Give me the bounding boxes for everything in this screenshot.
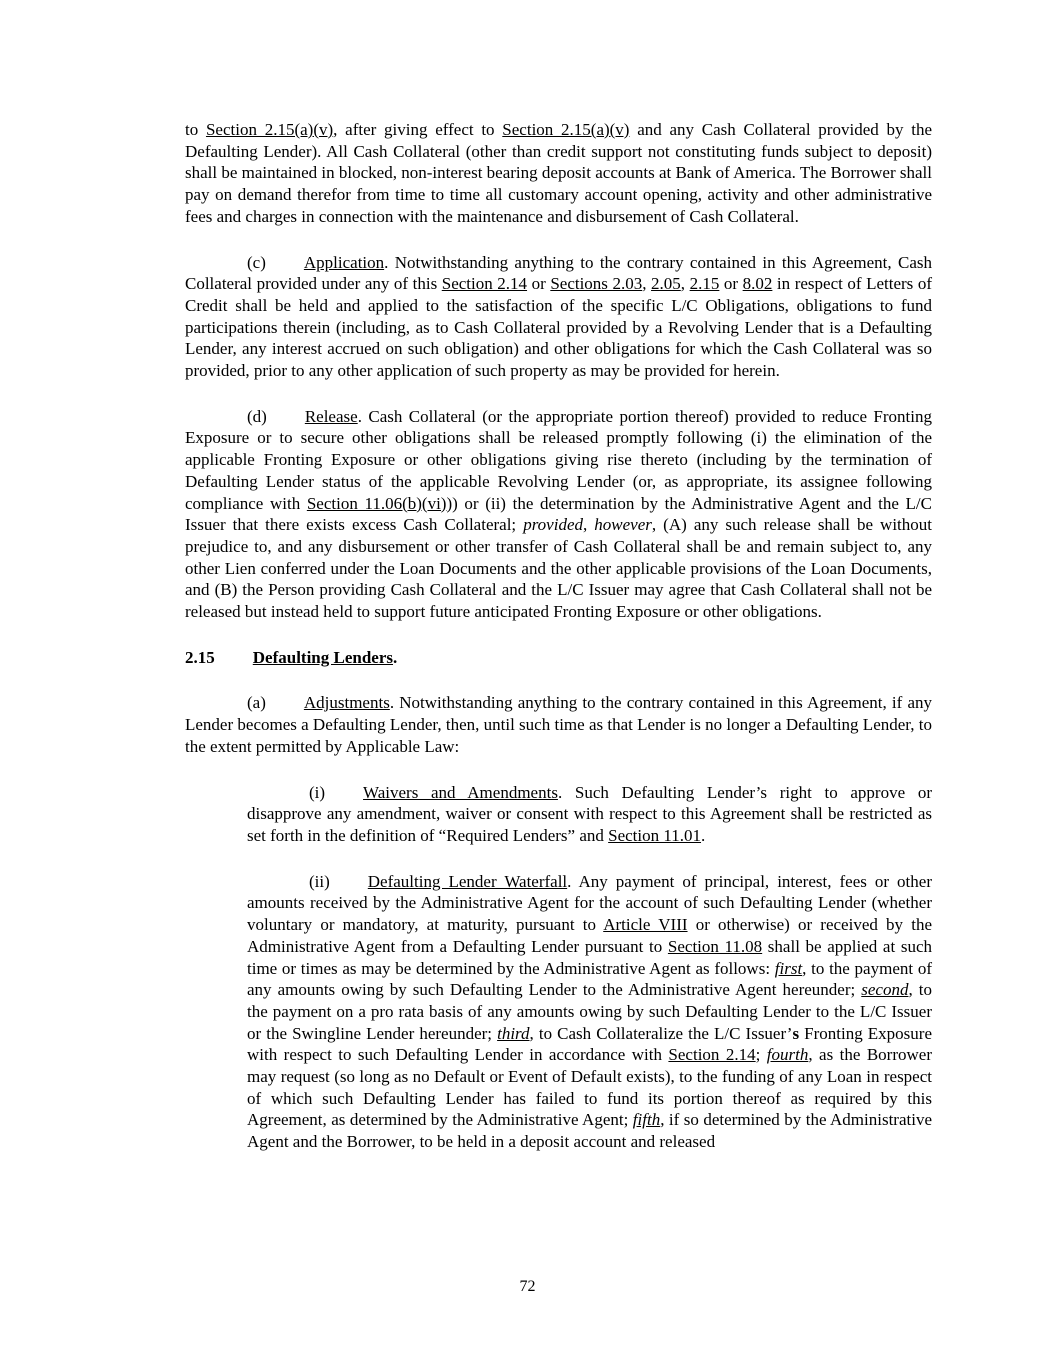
text-run: )) or (ii) the determination by the Administrative Agent and the L/C Issuer that there exists excess Cash Collateral; [185, 493, 932, 535]
text-run: , [583, 515, 595, 535]
text-run: , to the payment on a pro rata basis of any amounts owing by such Defaulting Lender to the L/C Issuer or the Swingline Lender hereunder; [247, 980, 932, 1043]
text-run: . Such Defaulting Lender’s right to approve or disapprove any amendment, waiver or consent with respect to this Agreement shall be restricted as set forth in the definition of “Required Lenders” and [247, 782, 932, 845]
styled-text-run: however [594, 515, 652, 535]
styled-text-run: 2.15 [689, 274, 720, 294]
text-run: . Notwithstanding anything to the contrary contained in this Agreement, if any Lender becomes a Defaulting Lender, then, until such time as that Lender is no longer a Defaulting Lender, to the extent permitted by Applicable Law: [185, 693, 932, 756]
text-run: or [527, 274, 551, 294]
styled-text-run: Defaulting Lender Waterfall [367, 871, 568, 891]
text-run: . [701, 825, 706, 845]
styled-text-run: Section 2.15(a)(v) [205, 120, 334, 139]
styled-text-run: 2.05 [651, 274, 681, 294]
styled-text-run: Section 11.06(b)(vi) [306, 493, 447, 513]
continuation-paragraph [185, 119, 932, 228]
text-run: Fronting Exposure with respect to such Defaulting Lender in accordance with [247, 1023, 932, 1065]
styled-text-run: Defaulting Lenders [252, 647, 393, 667]
text-run: , after giving effect to [333, 120, 503, 139]
text-run: (c) [247, 252, 266, 272]
styled-text-run: Section 2.14 [668, 1045, 756, 1065]
text-run: , [642, 274, 652, 294]
text-run: , if so determined by the Administrative Agent and the Borrower, to be held in a deposit account and released [247, 1110, 933, 1152]
paragraph-c-application [185, 252, 932, 382]
section-heading-2-15 [185, 647, 932, 669]
styled-text-run: fifth [632, 1110, 661, 1130]
styled-text-run: Section 2.14 [441, 274, 528, 294]
styled-text-run: third [497, 1023, 530, 1043]
styled-text-run: Application [303, 252, 385, 272]
subparagraph-i-waivers-and-amendments [247, 782, 932, 847]
text-run: , [680, 274, 690, 294]
text-run: shall be applied at such time or times as may be determined by the Administrative Agent as follows: [247, 936, 932, 978]
paragraph-a-adjustments [185, 692, 932, 757]
text-run: or otherwise) or received by the Administrative Agent from a Defaulting Lender pursuant to [247, 915, 932, 956]
text-run: , as the Borrower may request (so long as no Default or Event of Default exists), to the funding of any Loan in respect of which such Defaulting Lender has failed to fund its portion thereof as required by this Agreement, as determined by the Administrative Agent; [247, 1045, 932, 1130]
text-run: , to the payment of any amounts owing by such Defaulting Lender to the Administrative Agent hereunder; [247, 958, 932, 1000]
styled-text-run: Release [304, 406, 358, 426]
text-run: and any Cash Collateral provided by the Defaulting Lender). All Cash Collateral (other than credit support not constituting funds subject to deposit) shall be maintained in blocked, non-interest bearing deposit accounts at Bank of America. The Borrower shall pay on demand therefor from time to time all customary account opening, activity and other administrative fees and charges in connection with the maintenance and disbursement of Cash Collateral. [185, 120, 932, 226]
text-run: . Notwithstanding anything to the contrary contained in this Agreement, Cash Collateral provided under any of this [185, 252, 932, 294]
paragraph-d-release [185, 406, 932, 623]
text-run: (i) [309, 782, 326, 802]
page-number: 72 [519, 1278, 536, 1295]
styled-text-run: Article VIII [603, 915, 688, 935]
styled-text-run: provided [523, 515, 583, 535]
styled-text-run: 8.02 [742, 274, 773, 294]
styled-text-run: . [393, 647, 398, 667]
styled-text-run: 2.15 [185, 647, 215, 667]
text-run: or [719, 274, 743, 294]
subparagraph-ii-defaulting-lender-waterfall [247, 871, 932, 1153]
styled-text-run: Section 11.01 [608, 825, 702, 845]
styled-text-run: first [774, 958, 803, 978]
document-body [185, 119, 932, 1153]
text-run: (a) [247, 693, 266, 713]
styled-text-run: fourth [766, 1045, 809, 1065]
text-run: to [185, 120, 206, 139]
text-run: , (A) any such release shall be without prejudice to, and any disbursement or other transfer of Cash Collateral shall be and remain subject to, any other Lien conferred under the Loan Documents and the other applicable provisions of the Loan Documents, and (B) the Person providing Cash Collateral and the L/C Issuer may agree that Cash Collateral shall not be released but instead held to support future anticipated Fronting Exposure or other obligations. [185, 515, 932, 622]
styled-text-run: Adjustments [303, 693, 390, 713]
styled-text-run: Sections 2.03 [550, 274, 643, 294]
text-run: , to Cash Collateralize the L/C Issuer’ [529, 1023, 793, 1043]
styled-text-run: Section 2.15(a)(v) [502, 120, 630, 139]
text-run: . Any payment of principal, interest, fees or other amounts received by the Administrative Agent for the account of such Defaulting Lender (whether voluntary or mandatory, at maturity, pursuant to [247, 871, 932, 935]
styled-text-run: s [792, 1023, 800, 1043]
styled-text-run: second [861, 980, 909, 1000]
text-run: (ii) [309, 871, 330, 891]
styled-text-run: Section 11.08 [667, 936, 763, 956]
text-run: in respect of Letters of Credit shall be held and applied to the satisfaction of the specific L/C Obligations, obligations to fund participations therein (including, as to Cash Collateral provided by a Revolving Lender that is a Defaulting Lender, any interest accrued on such obligation) and other obligations for which the Cash Collateral was so provided, prior to any other application of such property as may be provided for herein. [185, 274, 933, 381]
styled-text-run: Waivers and Amendments [363, 782, 558, 802]
text-run: ; [755, 1045, 767, 1065]
text-run: . Cash Collateral (or the appropriate portion thereof) provided to reduce Fronting Exposure or to secure other obligations shall be released promptly following (i) the elimination of the applicable Fronting Exposure or other obligations giving rise thereto (including by the termination of Defaulting Lender status of the applicable Revolving Lender (or, as appropriate, its assignee following compliance with [185, 406, 932, 513]
text-run: (d) [247, 406, 267, 426]
